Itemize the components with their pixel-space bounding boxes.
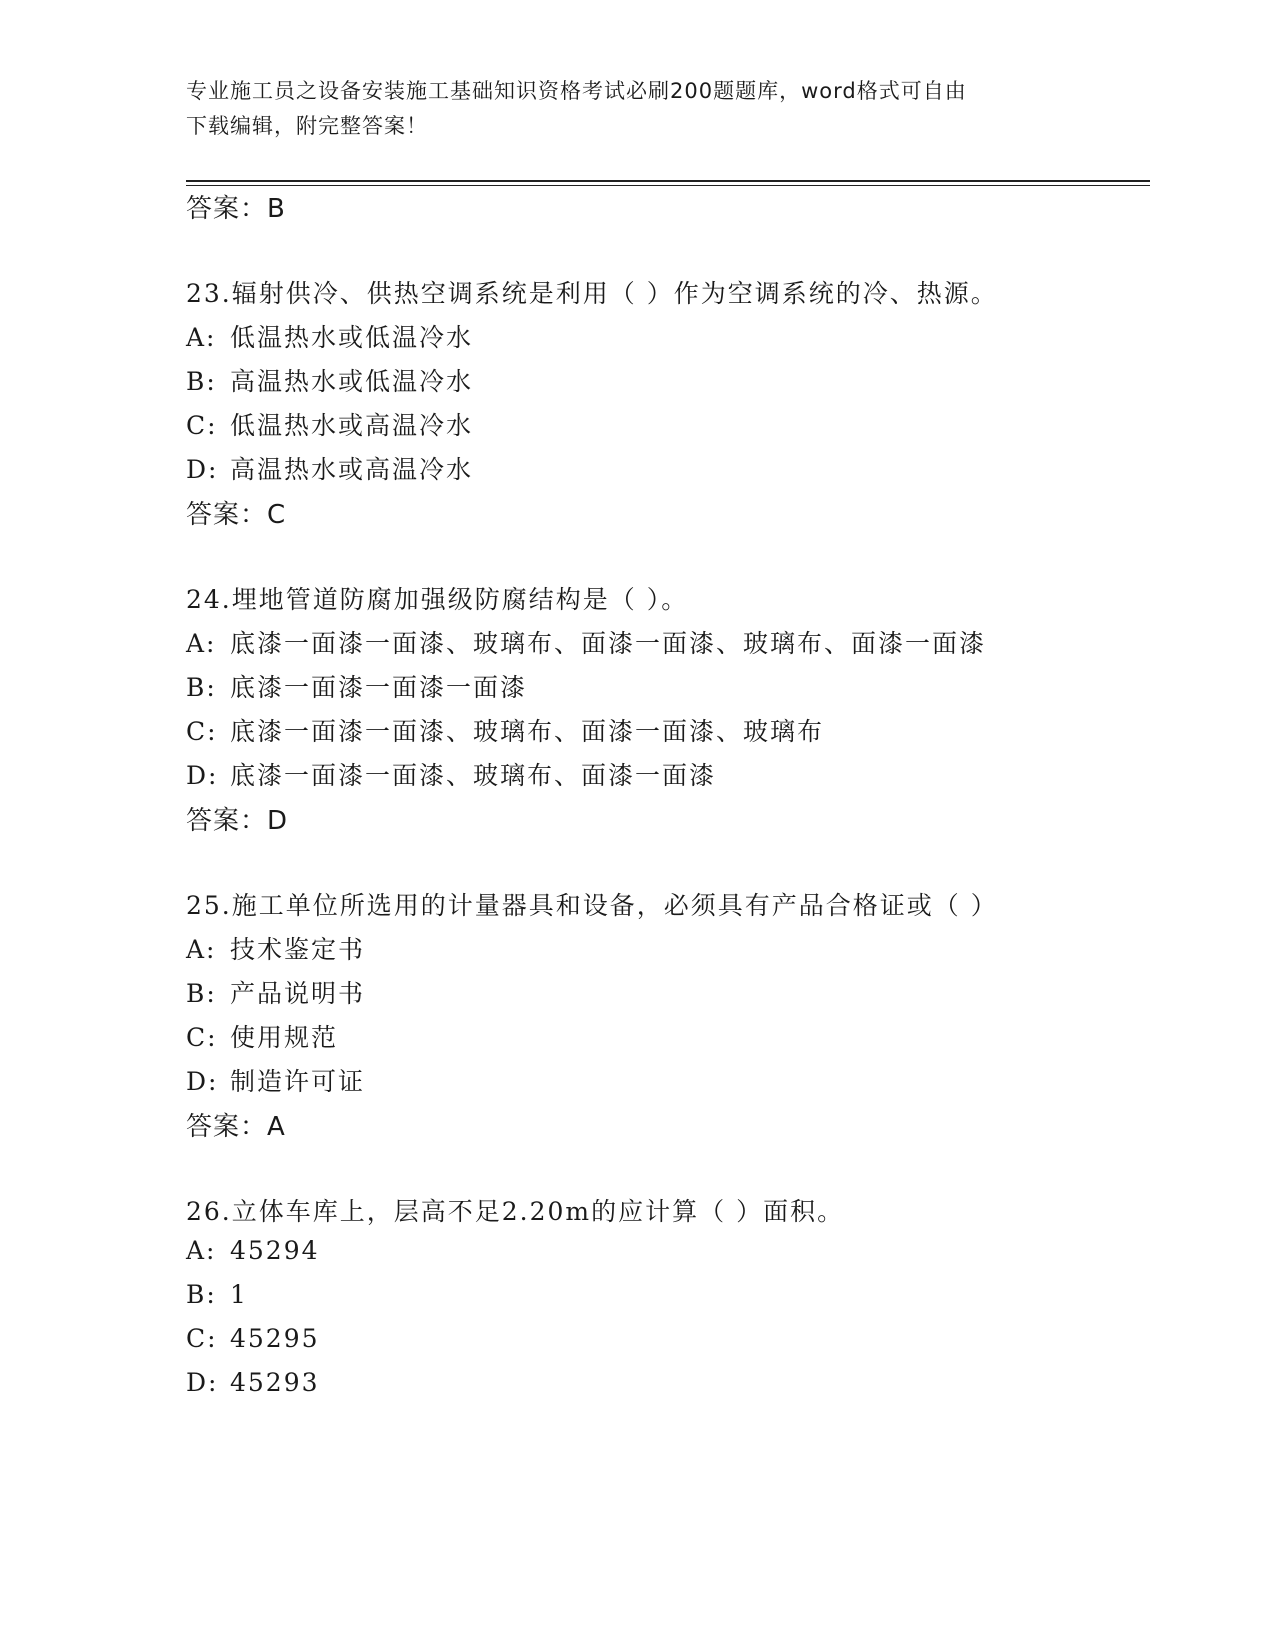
option-text: 底漆一面漆一面漆、玻璃布、面漆一面漆、玻璃布 (230, 717, 825, 746)
option-label: A: (186, 1236, 217, 1265)
option-text: 45295 (230, 1324, 320, 1353)
question-23-option-a (186, 318, 473, 354)
question-23-answer: 答案：C (186, 500, 287, 530)
option-label: C: (186, 717, 218, 746)
question-25-option-a (186, 930, 365, 966)
option-text: 底漆一面漆一面漆、玻璃布、面漆一面漆 (230, 761, 717, 790)
option-label: A: (186, 323, 217, 352)
option-text: 低温热水或低温冷水 (230, 323, 474, 352)
option-text: 使用规范 (230, 1023, 339, 1052)
question-26-stem: 26.立体车库上，层高不足2.20m的应计算（ ）面积。 (186, 1197, 845, 1226)
option-label: B: (186, 673, 217, 702)
question-24-stem: 24.埋地管道防腐加强级防腐结构是（ ）。 (186, 585, 689, 614)
question-24-answer: 答案：D (186, 806, 289, 836)
option-text: 制造许可证 (230, 1067, 366, 1096)
question-23-option-d (186, 450, 473, 486)
question-24-option-b (186, 668, 527, 704)
option-text: 低温热水或高温冷水 (230, 411, 474, 440)
question-25-option-b (186, 974, 365, 1010)
option-text: 底漆一面漆一面漆一面漆 (230, 673, 528, 702)
option-label: C: (186, 411, 218, 440)
question-25-stem: 25.施工单位所选用的计量器具和设备，必须具有产品合格证或（ ） (186, 891, 998, 920)
question-25-answer: 答案：A (186, 1112, 286, 1142)
question-23-stem: 23.辐射供冷、供热空调系统是利用（ ）作为空调系统的冷、热源。 (186, 279, 998, 308)
option-text: 底漆一面漆一面漆、玻璃布、面漆一面漆、玻璃布、面漆一面漆 (230, 629, 987, 658)
option-label: B: (186, 1280, 217, 1309)
question-24-option-c (186, 712, 824, 748)
option-label: D: (186, 1067, 219, 1096)
question-23-option-c (186, 406, 473, 442)
option-label: A: (186, 629, 217, 658)
header-line-2: 下载编辑，附完整答案！ (186, 114, 428, 138)
header-divider-thin (186, 185, 1150, 186)
question-23-option-b (186, 362, 473, 398)
question-26-option-b (186, 1280, 248, 1309)
question-24-option-a (186, 624, 986, 660)
question-26-option-a (186, 1236, 320, 1265)
option-text: 产品说明书 (230, 979, 366, 1008)
option-text: 45294 (230, 1236, 320, 1265)
option-label: D: (186, 455, 219, 484)
option-label: C: (186, 1023, 218, 1052)
question-25-option-d (186, 1062, 365, 1098)
option-label: D: (186, 1368, 219, 1397)
option-label: A: (186, 935, 217, 964)
option-text: 高温热水或高温冷水 (230, 455, 474, 484)
option-label: C: (186, 1324, 218, 1353)
question-26-option-c (186, 1324, 320, 1353)
question-24-option-d (186, 756, 716, 792)
option-text: 高温热水或低温冷水 (230, 367, 474, 396)
document-header (186, 74, 1066, 144)
header-line-1: 专业施工员之设备安装施工基础知识资格考试必刷200题题库，word格式可自由 (186, 79, 967, 103)
question-26-option-d (186, 1368, 320, 1397)
option-text: 1 (230, 1280, 248, 1309)
header-divider-thick (186, 180, 1150, 182)
option-text: 技术鉴定书 (230, 935, 366, 964)
option-label: B: (186, 367, 217, 396)
option-text: 45293 (230, 1368, 320, 1397)
option-label: D: (186, 761, 219, 790)
question-25-option-c (186, 1018, 338, 1054)
answer-prev: 答案：B (186, 194, 286, 224)
option-label: B: (186, 979, 217, 1008)
